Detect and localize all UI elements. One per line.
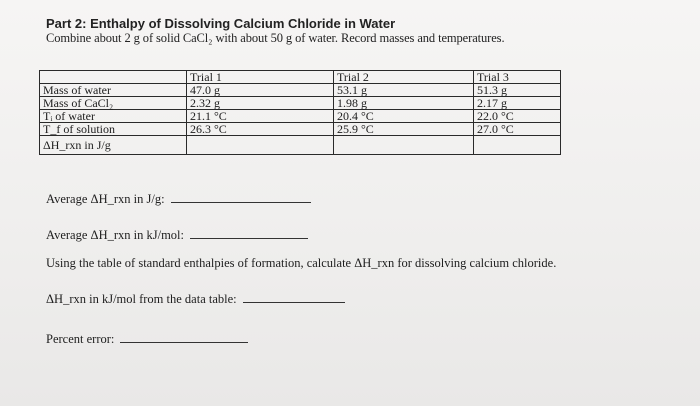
table-cell: 22.0 °C [474, 110, 561, 123]
table-cell: 1.98 g [334, 97, 474, 110]
instructions-text: Combine about 2 g of solid CaCl₂ with about 50 g of water. Record masses and temperatures. [46, 31, 505, 45]
data-table [39, 70, 561, 155]
table-row [40, 110, 561, 123]
table-cell: 20.4 °C [334, 110, 474, 123]
question-enthalpy-formation: Using the table of standard enthalpies of formation, calculate ΔH_rxn for dissolving calcium chloride. [46, 256, 557, 270]
table-row [40, 97, 561, 110]
answer-blank[interactable] [243, 302, 345, 303]
table-cell: 2.32 g [187, 97, 334, 110]
table-cell: 47.0 g [187, 84, 334, 97]
table-row [40, 84, 561, 97]
question-label: Percent error: [46, 332, 115, 346]
row-label: Mass of CaCl₂ [40, 97, 187, 110]
question-percent-error [46, 332, 248, 347]
table-cell[interactable] [474, 136, 561, 155]
table-header-cell: Trial 1 [187, 71, 334, 84]
table-cell[interactable] [187, 136, 334, 155]
table-cell: 2.17 g [474, 97, 561, 110]
table-row [40, 123, 561, 136]
table-cell: 27.0 °C [474, 123, 561, 136]
answer-blank[interactable] [171, 202, 311, 203]
table-header-row [40, 71, 561, 84]
table-cell: 25.9 °C [334, 123, 474, 136]
answer-blank[interactable] [120, 342, 248, 343]
table-row [40, 136, 561, 155]
question-label: ΔH_rxn in kJ/mol from the data table: [46, 292, 237, 306]
page-title: Part 2: Enthalpy of Dissolving Calcium Chloride in Water [46, 16, 396, 31]
answer-blank[interactable] [190, 238, 308, 239]
row-label: ΔH_rxn in J/g [40, 136, 187, 155]
table-header-cell: Trial 2 [334, 71, 474, 84]
table-cell: 21.1 °C [187, 110, 334, 123]
question-label: Average ΔH_rxn in kJ/mol: [46, 228, 184, 242]
question-data-table [46, 292, 345, 307]
table-header-cell [40, 71, 187, 84]
table-cell: 51.3 g [474, 84, 561, 97]
question-avg-jg [46, 192, 311, 207]
table-header-cell: Trial 3 [474, 71, 561, 84]
question-label: Average ΔH_rxn in J/g: [46, 192, 165, 206]
table-cell: 26.3 °C [187, 123, 334, 136]
table-cell: 53.1 g [334, 84, 474, 97]
row-label: T_f of solution [40, 123, 187, 136]
question-avg-kjmol [46, 228, 308, 243]
row-label: Mass of water [40, 84, 187, 97]
table-cell[interactable] [334, 136, 474, 155]
row-label: Tᵢ of water [40, 110, 187, 123]
